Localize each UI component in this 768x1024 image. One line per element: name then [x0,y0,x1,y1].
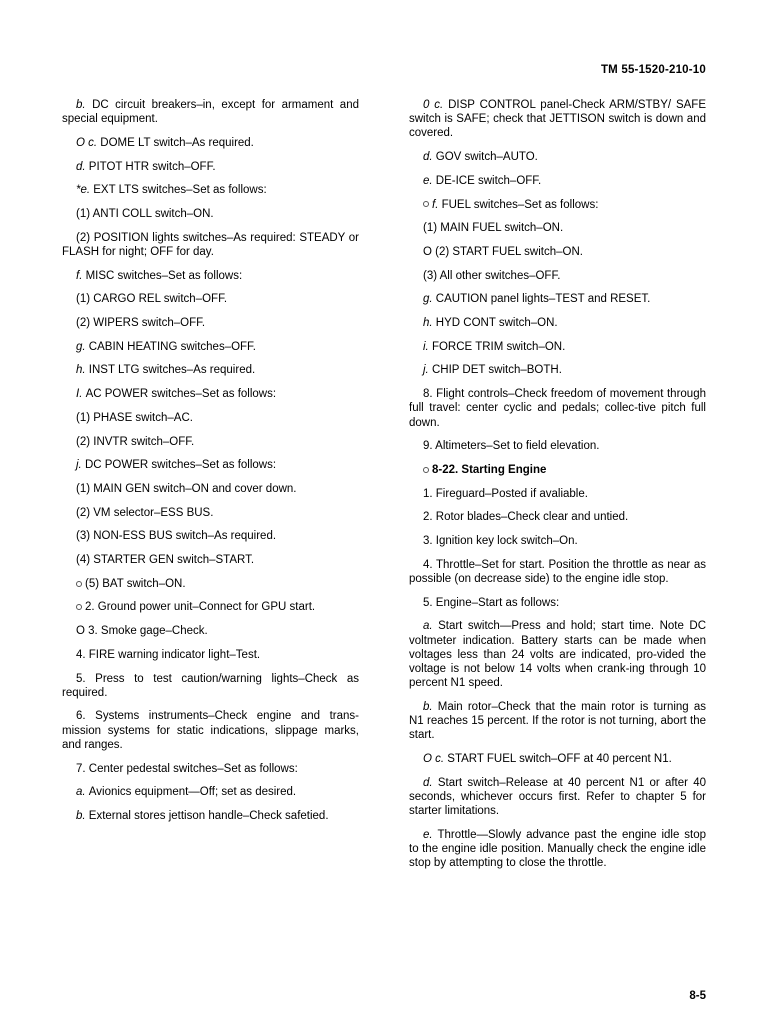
right-col-paragraph [409,596,706,610]
enumerator: d. [423,151,436,164]
left-col-text: O 3. Smoke gage–Check. [76,625,208,638]
left-col-paragraph [62,207,359,221]
right-col-paragraph [409,619,706,690]
right-col-paragraph [409,245,706,259]
right-col-paragraph [409,439,706,453]
right-col-text: (3) All other switches–OFF. [423,269,561,282]
left-col-text: 2. Ground power unit–Connect for GPU start. [85,601,316,614]
right-col-text: 2. Rotor blades–Check clear and untied. [423,511,629,524]
left-col-paragraph [62,231,359,259]
left-col-paragraph [62,624,359,638]
right-col-paragraph [409,340,706,354]
enumerator: b. [76,810,89,822]
bullet-dot-icon [423,467,429,473]
right-col-text: 3. Ignition key lock switch–On. [423,535,578,548]
left-col-text: b. DC circuit breakers–in, except for armament and special equipment. [62,99,359,126]
left-col-paragraph [62,785,359,799]
left-col-paragraph [62,98,359,126]
left-col-text: f. MISC switches–Set as follows: [76,269,243,282]
right-col-text: e. DE-ICE switch–OFF. [423,174,542,187]
right-col-paragraph [409,752,706,766]
enumerator: f. [432,198,442,211]
right-col-text: h. HYD CONT switch–ON. [423,317,558,330]
left-col-paragraph [62,340,359,354]
right-col-paragraph [409,292,706,306]
right-col-text: 9. Altimeters–Set to field elevation. [423,440,600,453]
bullet-dot-icon [423,201,429,207]
left-col-paragraph [62,809,359,823]
enumerator: g. [423,293,436,306]
right-col-text: i. FORCE TRIM switch–ON. [423,340,566,353]
left-col-paragraph [62,183,359,197]
right-col-paragraph [409,487,706,501]
right-col-text: (1) MAIN FUEL switch–ON. [423,222,564,235]
left-col-paragraph [62,316,359,330]
right-col-paragraph [409,558,706,586]
right-col-paragraph [409,387,706,430]
right-col-paragraph [409,174,706,188]
right-col-paragraph [409,776,706,819]
right-col-text: 8. Flight controls–Check freedom of movement through full travel: center cyclic and pedals; collec-tive pitch full down. [409,388,706,429]
enumerator: e. [423,828,438,841]
left-col-paragraph [62,482,359,496]
left-col-text: (5) BAT switch–ON. [85,577,186,590]
enumerator: I. [76,388,86,401]
left-col-text: 5. Press to test caution/warning lights–Check as required. [62,672,359,699]
bullet-dot-icon [76,581,82,587]
right-col-paragraph [409,269,706,283]
enumerator: j. [423,364,432,377]
enumerator: i. [423,340,432,353]
enumerator: O c. [76,136,101,149]
enumerator: f. [76,269,86,282]
two-column-body [62,98,706,880]
right-col-text: j. CHIP DET switch–BOTH. [423,364,562,377]
left-col-paragraph [62,577,359,591]
left-col-paragraph [62,648,359,662]
right-col-text: e. Throttle—Slowly advance past the engine idle stop to the engine idle position. Manually check the engine idle stop by attempting to close the throttle. [409,828,706,870]
left-col-text: a. Avionics equipment—Off; set as desired. [76,786,297,799]
left-col-paragraph [62,387,359,401]
left-col-text: 7. Center pedestal switches–Set as follows: [76,762,298,775]
left-col-paragraph [62,269,359,283]
left-column [62,98,359,880]
left-col-paragraph [62,600,359,614]
right-col-paragraph [409,150,706,164]
right-col-paragraph [409,316,706,330]
left-col-text: (2) WIPERS switch–OFF. [76,317,206,330]
right-col-paragraph [409,828,706,871]
left-col-paragraph [62,160,359,174]
left-col-text: (1) ANTI COLL switch–ON. [76,208,214,221]
enumerator: d. [76,160,89,173]
left-col-paragraph [62,435,359,449]
right-col-text: d. GOV switch–AUTO. [423,151,538,164]
left-col-paragraph [62,136,359,150]
left-col-text: h. INST LTG switches–As required. [76,364,256,377]
enumerator: a. [423,620,439,633]
enumerator: h. [423,317,436,330]
right-col-text: 5. Engine–Start as follows: [423,596,560,609]
enumerator: h. [76,364,89,377]
page-header: TM 55-1520-210-10 [600,64,706,76]
left-col-text: (1) PHASE switch–AC. [76,411,193,424]
right-col-text: a. Start switch—Press and hold; start time. Note DC voltmeter indication. Battery starts can be made when voltages less than 24 volts are indicated, pro-vided the voltage is not below 14 volts when crank-ing through 10 percent N1 speed. [409,620,706,690]
left-col-paragraph [62,411,359,425]
right-col-text: 1. Fireguard–Posted if avaliable. [423,487,588,500]
right-col-text: O (2) START FUEL switch–ON. [423,245,583,258]
right-col-paragraph [409,198,706,212]
right-col-paragraph [409,363,706,377]
enumerator: 0 c. [423,99,449,111]
page-number: 8-5 [689,990,706,1002]
enumerator: a. [76,786,89,799]
left-col-text: 4. FIRE warning indicator light–Test. [76,648,261,661]
left-col-text: j. DC POWER switches–Set as follows: [76,459,277,472]
enumerator: O c. [423,753,448,765]
right-col-text: O c. START FUEL switch–OFF at 40 percent N1. [423,753,672,765]
right-col-text: b. Main rotor–Check that the main rotor is turning as N1 reaches 15 percent. If the rotor is not turning, abort the start. [409,700,706,742]
right-col-paragraph [409,700,706,743]
left-col-text: I. AC POWER switches–Set as follows: [76,388,277,401]
bullet-dot-icon [76,604,82,610]
right-column [409,98,706,880]
enumerator: *e. [76,184,94,197]
right-col-text: 0 c. DISP CONTROL panel-Check ARM/STBY/ SAFE switch is SAFE; check that JETTISON switch is down and covered. [409,99,706,140]
left-col-text: *e. EXT LTS switches–Set as follows: [76,184,267,197]
right-col-text: 4. Throttle–Set for start. Position the throttle as near as possible (on decrease side) to the engine idle stop. [409,558,706,585]
left-col-text: (2) POSITION lights switches–As required: STEADY or FLASH for night; OFF for day. [62,231,359,258]
right-col-paragraph [409,221,706,235]
right-col-paragraph [409,510,706,524]
right-col-text: f. FUEL switches–Set as follows: [432,198,599,211]
left-col-text: g. CABIN HEATING switches–OFF. [76,340,257,353]
left-col-text: 6. Systems instruments–Check engine and trans-mission systems for static indications, slippage marks, and ranges. [62,710,359,751]
left-col-paragraph [62,458,359,472]
left-col-text: (2) INVTR switch–OFF. [76,435,195,448]
enumerator: b. [76,99,93,111]
left-col-paragraph [62,709,359,752]
enumerator: d. [423,776,438,789]
left-col-paragraph [62,672,359,700]
right-col-paragraph [409,98,706,141]
enumerator: g. [76,340,89,353]
left-col-paragraph [62,363,359,377]
left-col-text: b. External stores jettison handle–Check safetied. [76,810,329,822]
left-col-text: (1) CARGO REL switch–OFF. [76,293,228,306]
left-col-paragraph [62,506,359,520]
enumerator: b. [423,700,438,713]
right-col-paragraph [409,534,706,548]
left-col-text: (1) MAIN GEN switch–ON and cover down. [76,482,297,495]
enumerator: e. [423,174,436,187]
left-col-text: (2) VM selector–ESS BUS. [76,506,214,519]
right-col-paragraph [409,463,706,477]
right-col-text: d. Start switch–Release at 40 percent N1 or after 40 seconds, whichever occurs first. Refer to chapter 5 for starter limitations. [409,776,706,818]
left-col-text: O c. DOME LT switch–As required. [76,136,254,149]
left-col-paragraph [62,762,359,776]
left-col-text: (3) NON-ESS BUS switch–As required. [76,530,277,543]
left-col-paragraph [62,529,359,543]
enumerator: j. [76,459,85,472]
left-col-text: (4) STARTER GEN switch–START. [76,554,255,567]
right-col-text: 8-22. Starting Engine [432,463,547,476]
left-col-paragraph [62,553,359,567]
left-col-text: d. PITOT HTR switch–OFF. [76,160,216,173]
right-col-text: g. CAUTION panel lights–TEST and RESET. [423,293,651,306]
left-col-paragraph [62,292,359,306]
